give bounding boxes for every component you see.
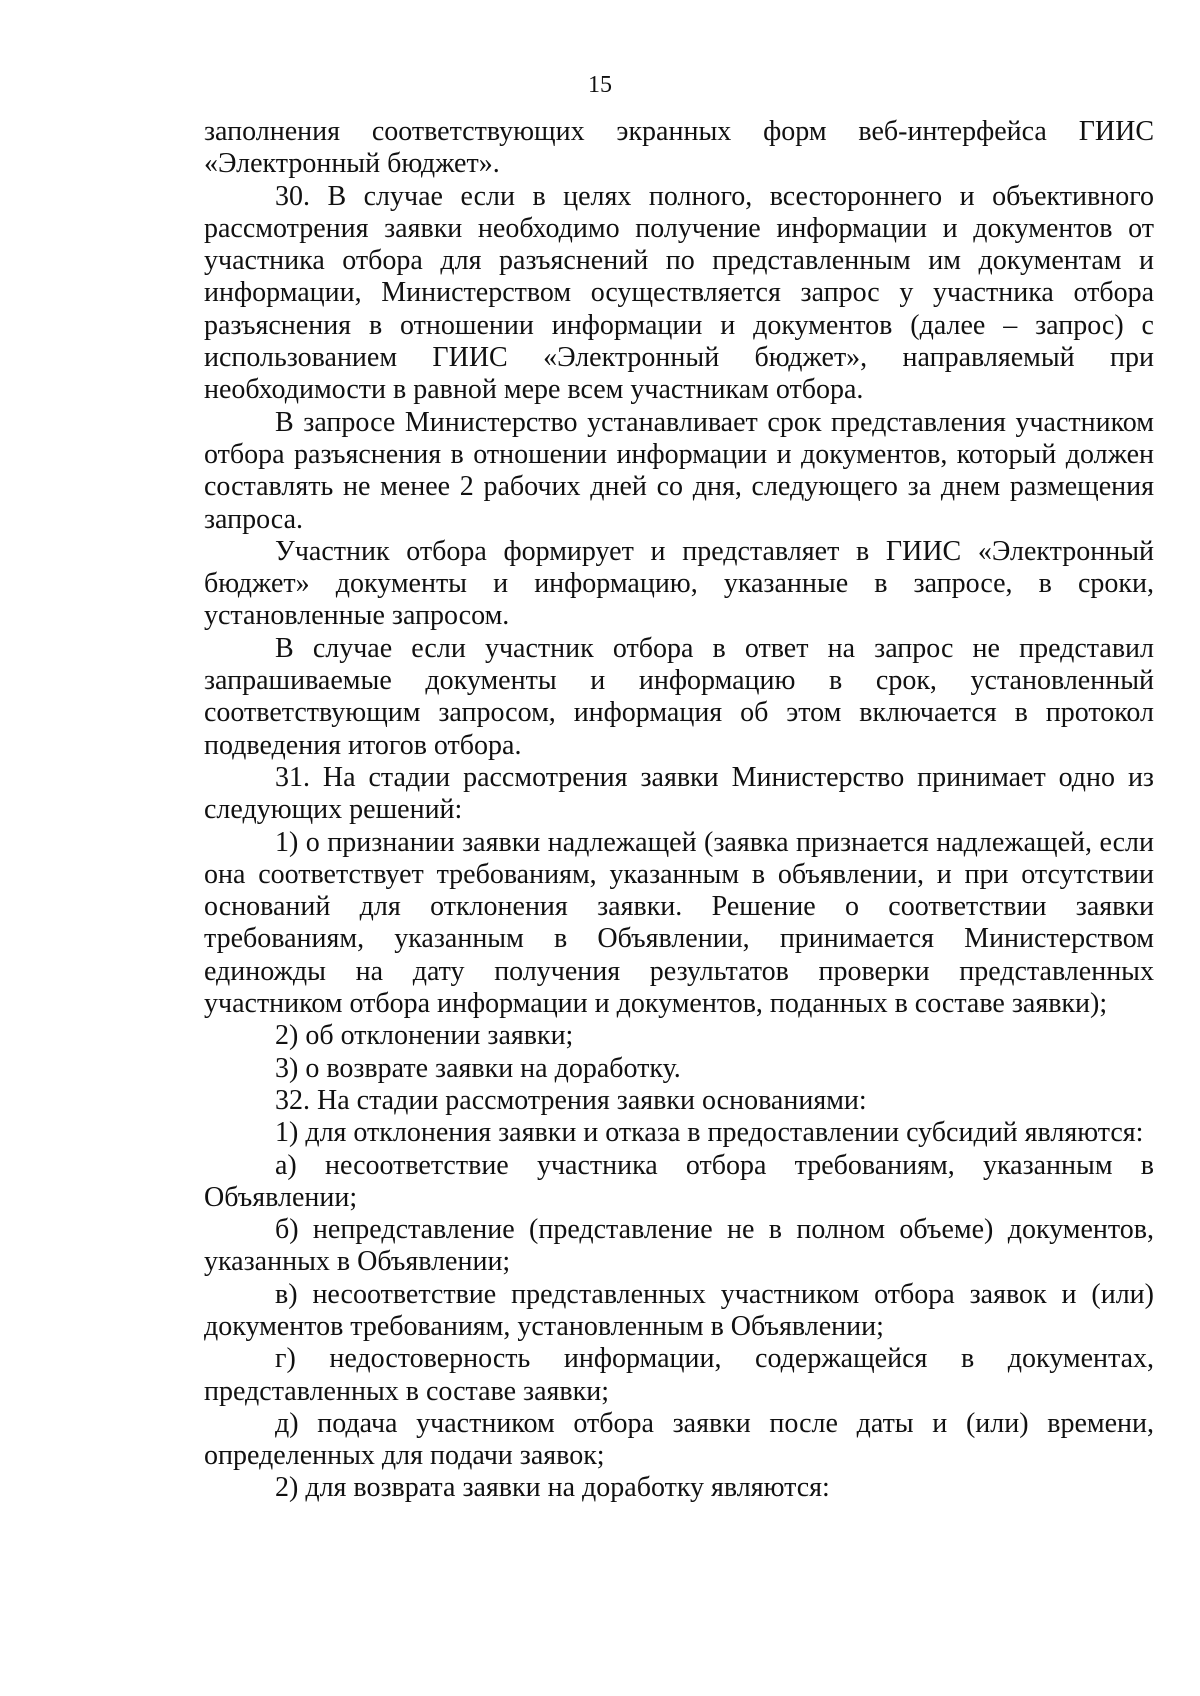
paragraph-decision-2: 2) об отклонении заявки; — [275, 1020, 574, 1052]
page-number: 15 — [588, 72, 612, 98]
paragraph-item-31: 31. На стадии рассмотрения заявки Министерство принимает одно из следующих решений: — [204, 761, 1154, 826]
paragraph-item-32: 32. На стадии рассмотрения заявки основаниями: — [275, 1084, 867, 1116]
paragraph-decision-1: 1) о признании заявки надлежащей (заявка признается надлежащей, если она соответствует требованиям, указанным в объявлении, и при отсутствии оснований для отклонения заявки. Решение о соответствии заявки требованиям, указанным в Объявлении, принимается Министерством единожды на дату получения результатов проверки представленных участником отбора информации и документов, поданных в составе заявки); — [204, 826, 1154, 1020]
paragraph-decision-3: 3) о возврате заявки на доработку. — [275, 1052, 681, 1084]
document-body — [204, 116, 1154, 1505]
paragraph-grounds-1: 1) для отклонения заявки и отказа в предоставлении субсидий являются: — [275, 1117, 1144, 1149]
paragraph-item-30: 30. В случае если в целях полного, всестороннего и объективного рассмотрения заявки необходимо получение информации и документов от участника отбора для разъяснений по представленным им документам и информации, Министерством осуществляется запрос у участника отбора разъяснения в отношении информации и документов (далее – запрос) с использованием ГИИС «Электронный бюджет», направляемый при необходимости в равной мере всем участникам отбора. — [204, 180, 1154, 406]
paragraph-ground-g: г) недостоверность информации, содержащейся в документах, представленных в составе заявки; — [204, 1343, 1154, 1407]
paragraph-participant-response: Участник отбора формирует и представляет в ГИИС «Электронный бюджет» документы и информацию, указанные в запросе, в сроки, установленные запросом. — [204, 535, 1154, 632]
paragraph-ground-a: а) несоответствие участника отбора требованиям, указанным в Объявлении; — [204, 1149, 1154, 1213]
paragraph-ground-v: в) несоответствие представленных участником отбора заявок и (или) документов требованиям, установленным в Объявлении; — [204, 1278, 1154, 1342]
paragraph-ground-b: б) непредставление (представление не в полном объеме) документов, указанных в Объявлении; — [204, 1214, 1154, 1278]
paragraph-ground-d: д) подача участником отбора заявки после даты и (или) времени, определенных для подачи заявок; — [204, 1407, 1154, 1472]
paragraph-continuation: заполнения соответствующих экранных форм веб-интерфейса ГИИС «Электронный бюджет». — [204, 116, 1154, 180]
paragraph-no-response: В случае если участник отбора в ответ на запрос не представил запрашиваемые документы и информацию в срок, установленный соответствующим запросом, информация об этом включается в протокол подведения итогов отбора. — [204, 632, 1154, 761]
paragraph-grounds-2: 2) для возврата заявки на доработку являются: — [275, 1472, 830, 1504]
paragraph-request-deadline: В запросе Министерство устанавливает срок представления участником отбора разъяснения в отношении информации и документов, который должен составлять не менее 2 рабочих дней со дня, следующего за днем размещения запроса. — [204, 406, 1154, 535]
